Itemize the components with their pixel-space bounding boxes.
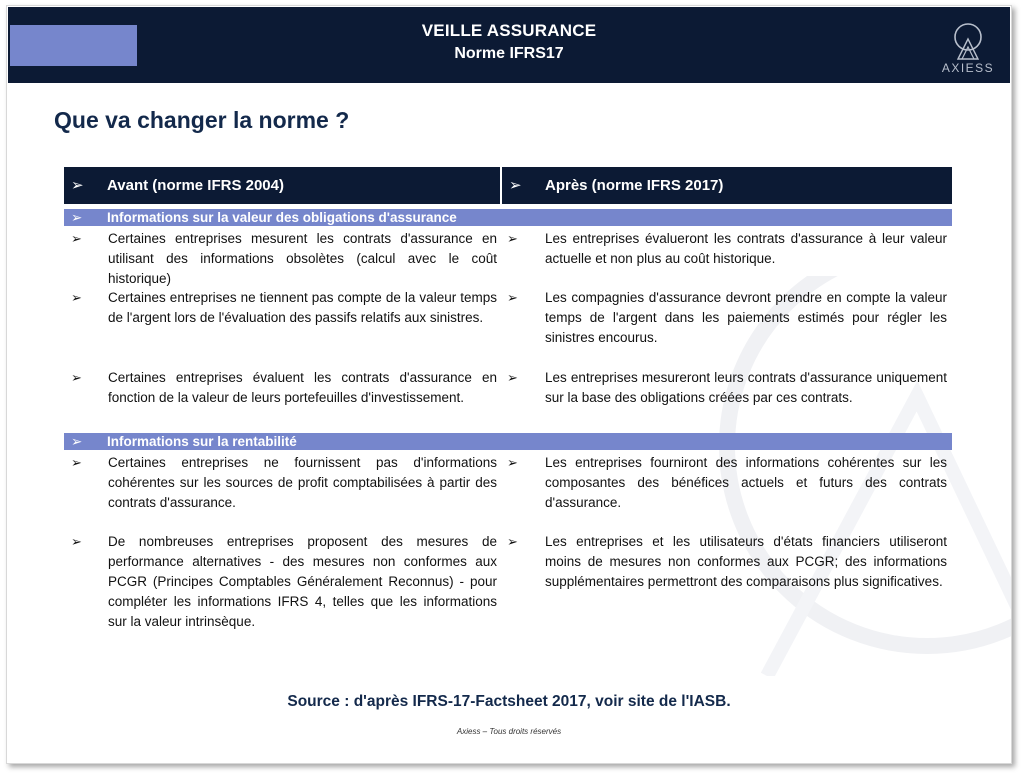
cell-before: Certaines entreprises ne tiennent pas compte de la valeur temps de l'argent lors de l'évaluation des passifs relatifs aux sinistres. — [108, 290, 497, 325]
cell-after: Les entreprises et les utilisateurs d'états financiers utiliseront moins de mesures non conformes aux PCGR; des informations supplémentaires permettront des comparaisons plus significatives. — [545, 534, 947, 589]
arrow-bullet-icon: ➢ — [507, 370, 518, 385]
footer-copyright: Axiess – Tous droits réservés — [456, 727, 562, 736]
source-note: Source : d'après IFRS-17-Factsheet 2017, voir site de l'IASB. — [287, 693, 731, 710]
column-header-after — [502, 167, 952, 204]
cell-after: Les entreprises mesureront leurs contrats d'assurance uniquement sur la base des obligations créées par ces contrats. — [545, 370, 947, 405]
column-label: Avant (norme IFRS 2004) — [107, 177, 284, 194]
cell-before: Certaines entreprises ne fournissent pas d'informations cohérentes sur les sources de profit comptabilisées à partir des contrats d'assurance. — [108, 455, 497, 510]
table-header — [64, 167, 952, 204]
logo-text: AXIESS — [941, 61, 995, 75]
arrow-bullet-icon: ➢ — [71, 177, 84, 194]
arrow-bullet-icon: ➢ — [507, 455, 518, 470]
page-title: Que va changer la norme ? — [54, 107, 350, 133]
section-title: Informations sur la valeur des obligations d'assurance — [107, 210, 457, 225]
slide — [6, 5, 1012, 764]
arrow-bullet-icon: ➢ — [71, 434, 83, 449]
column-label: Après (norme IFRS 2017) — [545, 177, 724, 194]
arrow-bullet-icon: ➢ — [71, 534, 82, 549]
cell-before: Certaines entreprises mesurent les contrats d'assurance en utilisant des informations obsolètes (calcul avec le coût historique) — [108, 231, 497, 286]
section-bar-obligations — [64, 209, 952, 226]
arrow-bullet-icon: ➢ — [71, 210, 83, 225]
arrow-bullet-icon: ➢ — [71, 370, 82, 385]
arrow-bullet-icon: ➢ — [71, 290, 82, 305]
section-title: Informations sur la rentabilité — [107, 434, 297, 449]
arrow-bullet-icon: ➢ — [71, 231, 82, 246]
header-title: VEILLE ASSURANCE — [421, 21, 597, 40]
cell-after: Les entreprises évalueront les contrats d'assurance à leur valeur actuelle et non plus au coût historique. — [545, 231, 947, 266]
cell-after: Les entreprises fourniront des informations cohérentes sur les composantes des bénéfices actuels et futurs des contrats d'assurance. — [545, 455, 947, 510]
arrow-bullet-icon: ➢ — [71, 455, 82, 470]
header-subtitle: Norme IFRS17 — [454, 45, 564, 62]
arrow-bullet-icon: ➢ — [507, 231, 518, 246]
cell-after: Les compagnies d'assurance devront prendre en compte la valeur temps de l'argent dans les paiements estimés pour régler les sinistres encourus. — [545, 290, 947, 345]
cell-before: De nombreuses entreprises proposent des mesures de performance alternatives - des mesures non conformes aux PCGR (Principes Comptables Généralement Reconnus) - pour compléter les informations IFRS 4, telles que les informations sur la valeur intrinsèque. — [108, 534, 497, 629]
cell-before: Certaines entreprises évaluent les contrats d'assurance en fonction de la valeur de leurs portefeuilles d'investissement. — [108, 370, 497, 405]
arrow-bullet-icon: ➢ — [507, 290, 518, 305]
section-bar-rentabilite — [64, 433, 952, 450]
arrow-bullet-icon: ➢ — [507, 534, 518, 549]
arrow-bullet-icon: ➢ — [509, 177, 522, 194]
header-bar — [8, 7, 1010, 83]
column-header-before — [64, 167, 502, 204]
